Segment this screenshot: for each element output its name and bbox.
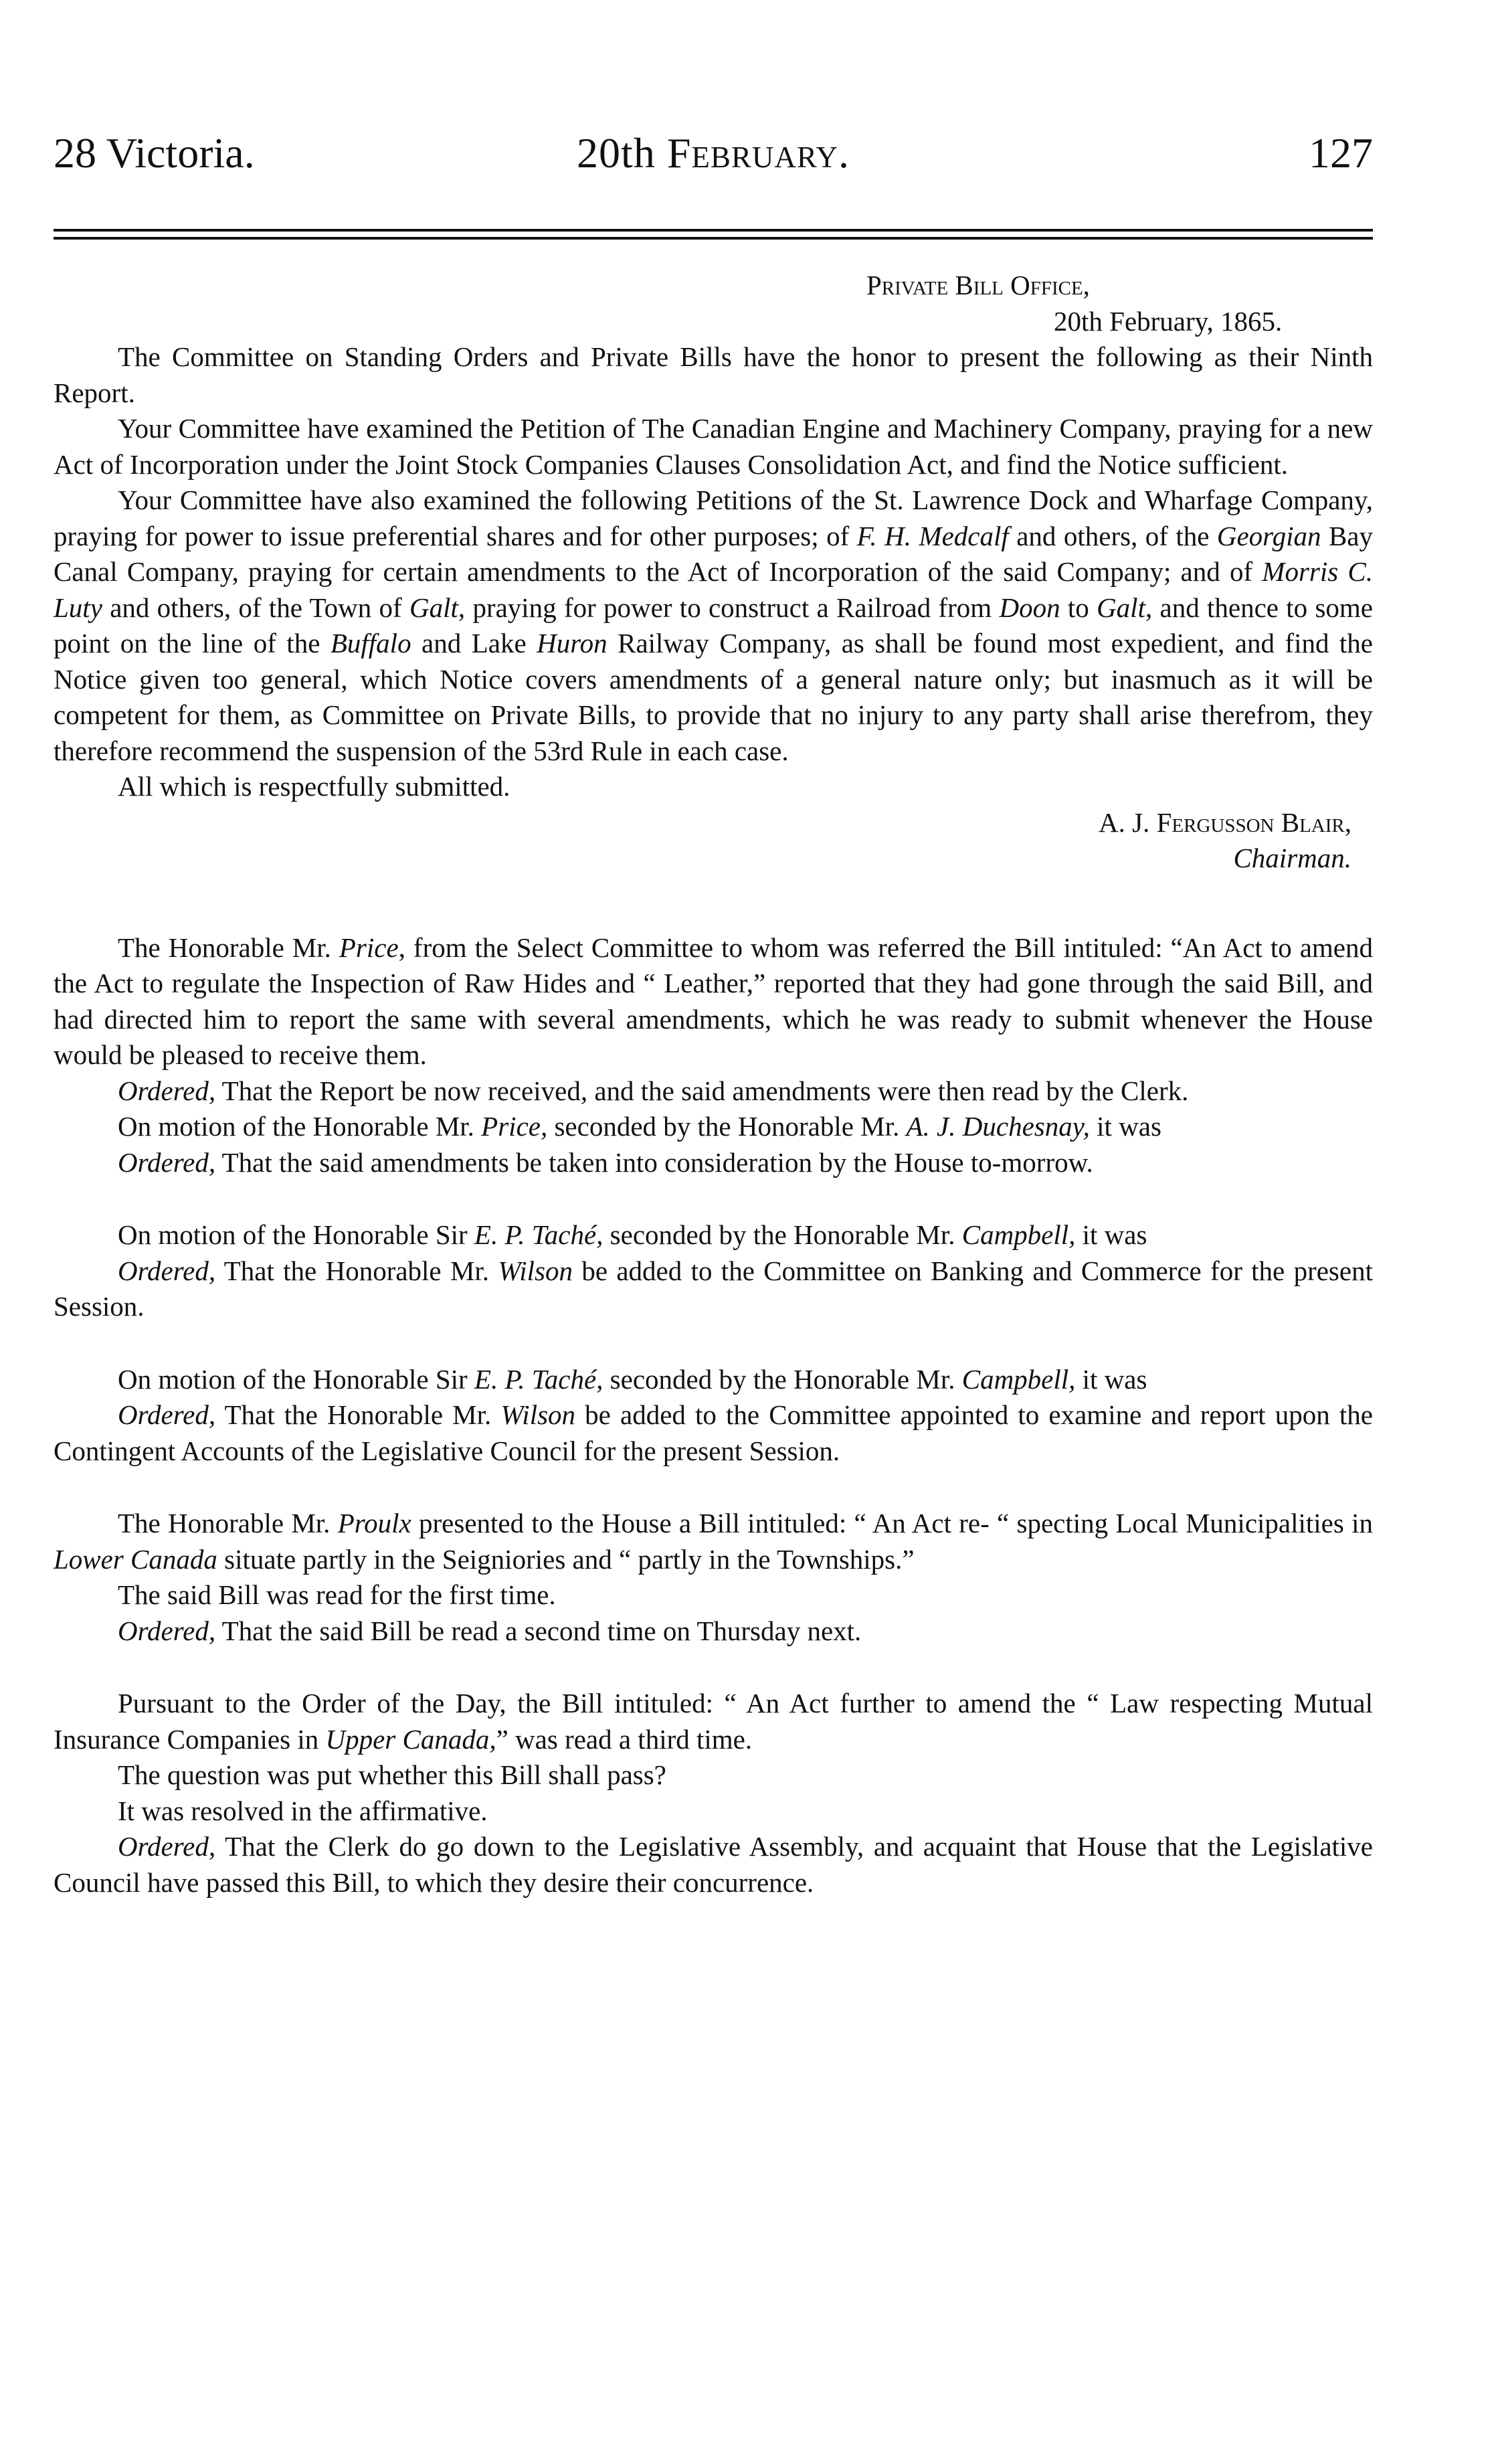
question-line: The question was put whether this Bill shall pass? xyxy=(118,1759,666,1790)
header-date: 20th February. xyxy=(577,129,850,177)
header-rule-top xyxy=(54,229,1373,232)
ordered-paragraph: Ordered, That the Report be now received, and the said amendments were then read by the Clerk. xyxy=(118,1075,1189,1106)
ordered-paragraph: Ordered, That the said Bill be read a second time on Thursday next. xyxy=(118,1615,862,1646)
ordered-paragraph: Ordered, That the said amendments be taken into consideration by the House to-morrow. xyxy=(118,1146,1093,1178)
header-rule-bottom xyxy=(54,237,1373,240)
report-closing: All which is respectfully submitted. xyxy=(118,771,510,802)
third-reading-paragraph: Pursuant to the Order of the Day, the Bill intituled: “ An Act further to amend the “ Law respecting Mutual Insurance Companies in Upper Canada,” was read a third time. xyxy=(54,1688,1373,1755)
session-label: 28 Victoria. xyxy=(54,129,255,177)
chairman-title: Chairman. xyxy=(1233,843,1351,873)
document-page xyxy=(54,0,1373,2464)
page-number: 127 xyxy=(1309,129,1373,177)
motion-paragraph: On motion of the Honorable Sir E. P. Taché, seconded by the Honorable Mr. Campbell, it was xyxy=(118,1219,1147,1250)
price-report-paragraph: The Honorable Mr. Price, from the Select Committee to whom was referred the Bill intituled: “An Act to amend the Act to regulate the Inspection of Raw Hides and “ Leather,” reported that they had gone through the said Bill, and had directed him to report the same with several amendments, which he was ready to submit whenever the House would be pleased to receive them. xyxy=(54,932,1373,1070)
ordered-paragraph: Ordered, That the Clerk do go down to the Legislative Assembly, and acquaint that House that the Legislative Council have passed this Bill, to which they desire their concurrence. xyxy=(54,1831,1373,1898)
report-paragraph: Your Committee have also examined the following Petitions of the St. Lawrence Dock and Wharfage Company, praying for power to issue preferential shares and for other purposes; of F. H. Medcalf and others, of the Georgian Bay Canal Company, praying for certain amendments to the Act of Incorporation of the said Company; and of Morris C. Luty and others, of the Town of Galt, praying for power to construct a Railroad from Doon to Galt, and thence to some point on the line of the Buffalo and Lake Huron Railway Company, as shall be found most expedient, and find the Notice given too general, which Notice covers amendments of a general nature only; but inasmuch as it will be competent for them, as Committee on Private Bills, to provide that no injury to any party shall arise therefrom, they therefore recommend the suspension of the 53rd Rule in each case. xyxy=(54,485,1374,766)
chairman-signature: A. J. Fergusson Blair, xyxy=(1099,806,1351,838)
journal-body xyxy=(54,268,1373,1901)
report-paragraph: Your Committee have examined the Petition of The Canadian Engine and Machinery Company, praying for a new Act of Incorporation under the Joint Stock Companies Clauses Consolidation Act, and find the Notice sufficient. xyxy=(54,413,1373,480)
running-header xyxy=(54,128,1373,189)
ordered-paragraph: Ordered, That the Honorable Mr. Wilson be added to the Committee on Banking and Commerce for the present Session. xyxy=(54,1255,1373,1322)
motion-paragraph: On motion of the Honorable Mr. Price, seconded by the Honorable Mr. A. J. Duchesnay, it was xyxy=(118,1111,1161,1142)
office-name: Private Bill Office, xyxy=(866,270,1090,300)
first-reading-line: The said Bill was read for the first time. xyxy=(118,1579,556,1610)
motion-paragraph: On motion of the Honorable Sir E. P. Taché, seconded by the Honorable Mr. Campbell, it was xyxy=(118,1363,1147,1395)
bill-presented-paragraph: The Honorable Mr. Proulx presented to the House a Bill intituled: “ An Act re- “ specting Local Municipalities in Lower Canada situate partly in the Seigniories and “ partly in the Townships.” xyxy=(54,1508,1373,1575)
report-date: 20th February, 1865. xyxy=(1054,305,1283,337)
resolution-line: It was resolved in the affirmative. xyxy=(118,1795,488,1826)
report-paragraph: The Committee on Standing Orders and Private Bills have the honor to present the following as their Ninth Report. xyxy=(54,341,1373,408)
ordered-paragraph: Ordered, That the Honorable Mr. Wilson be added to the Committee appointed to examine and report upon the Contingent Accounts of the Legislative Council for the present Session. xyxy=(54,1399,1373,1466)
report-heading xyxy=(54,268,1373,339)
